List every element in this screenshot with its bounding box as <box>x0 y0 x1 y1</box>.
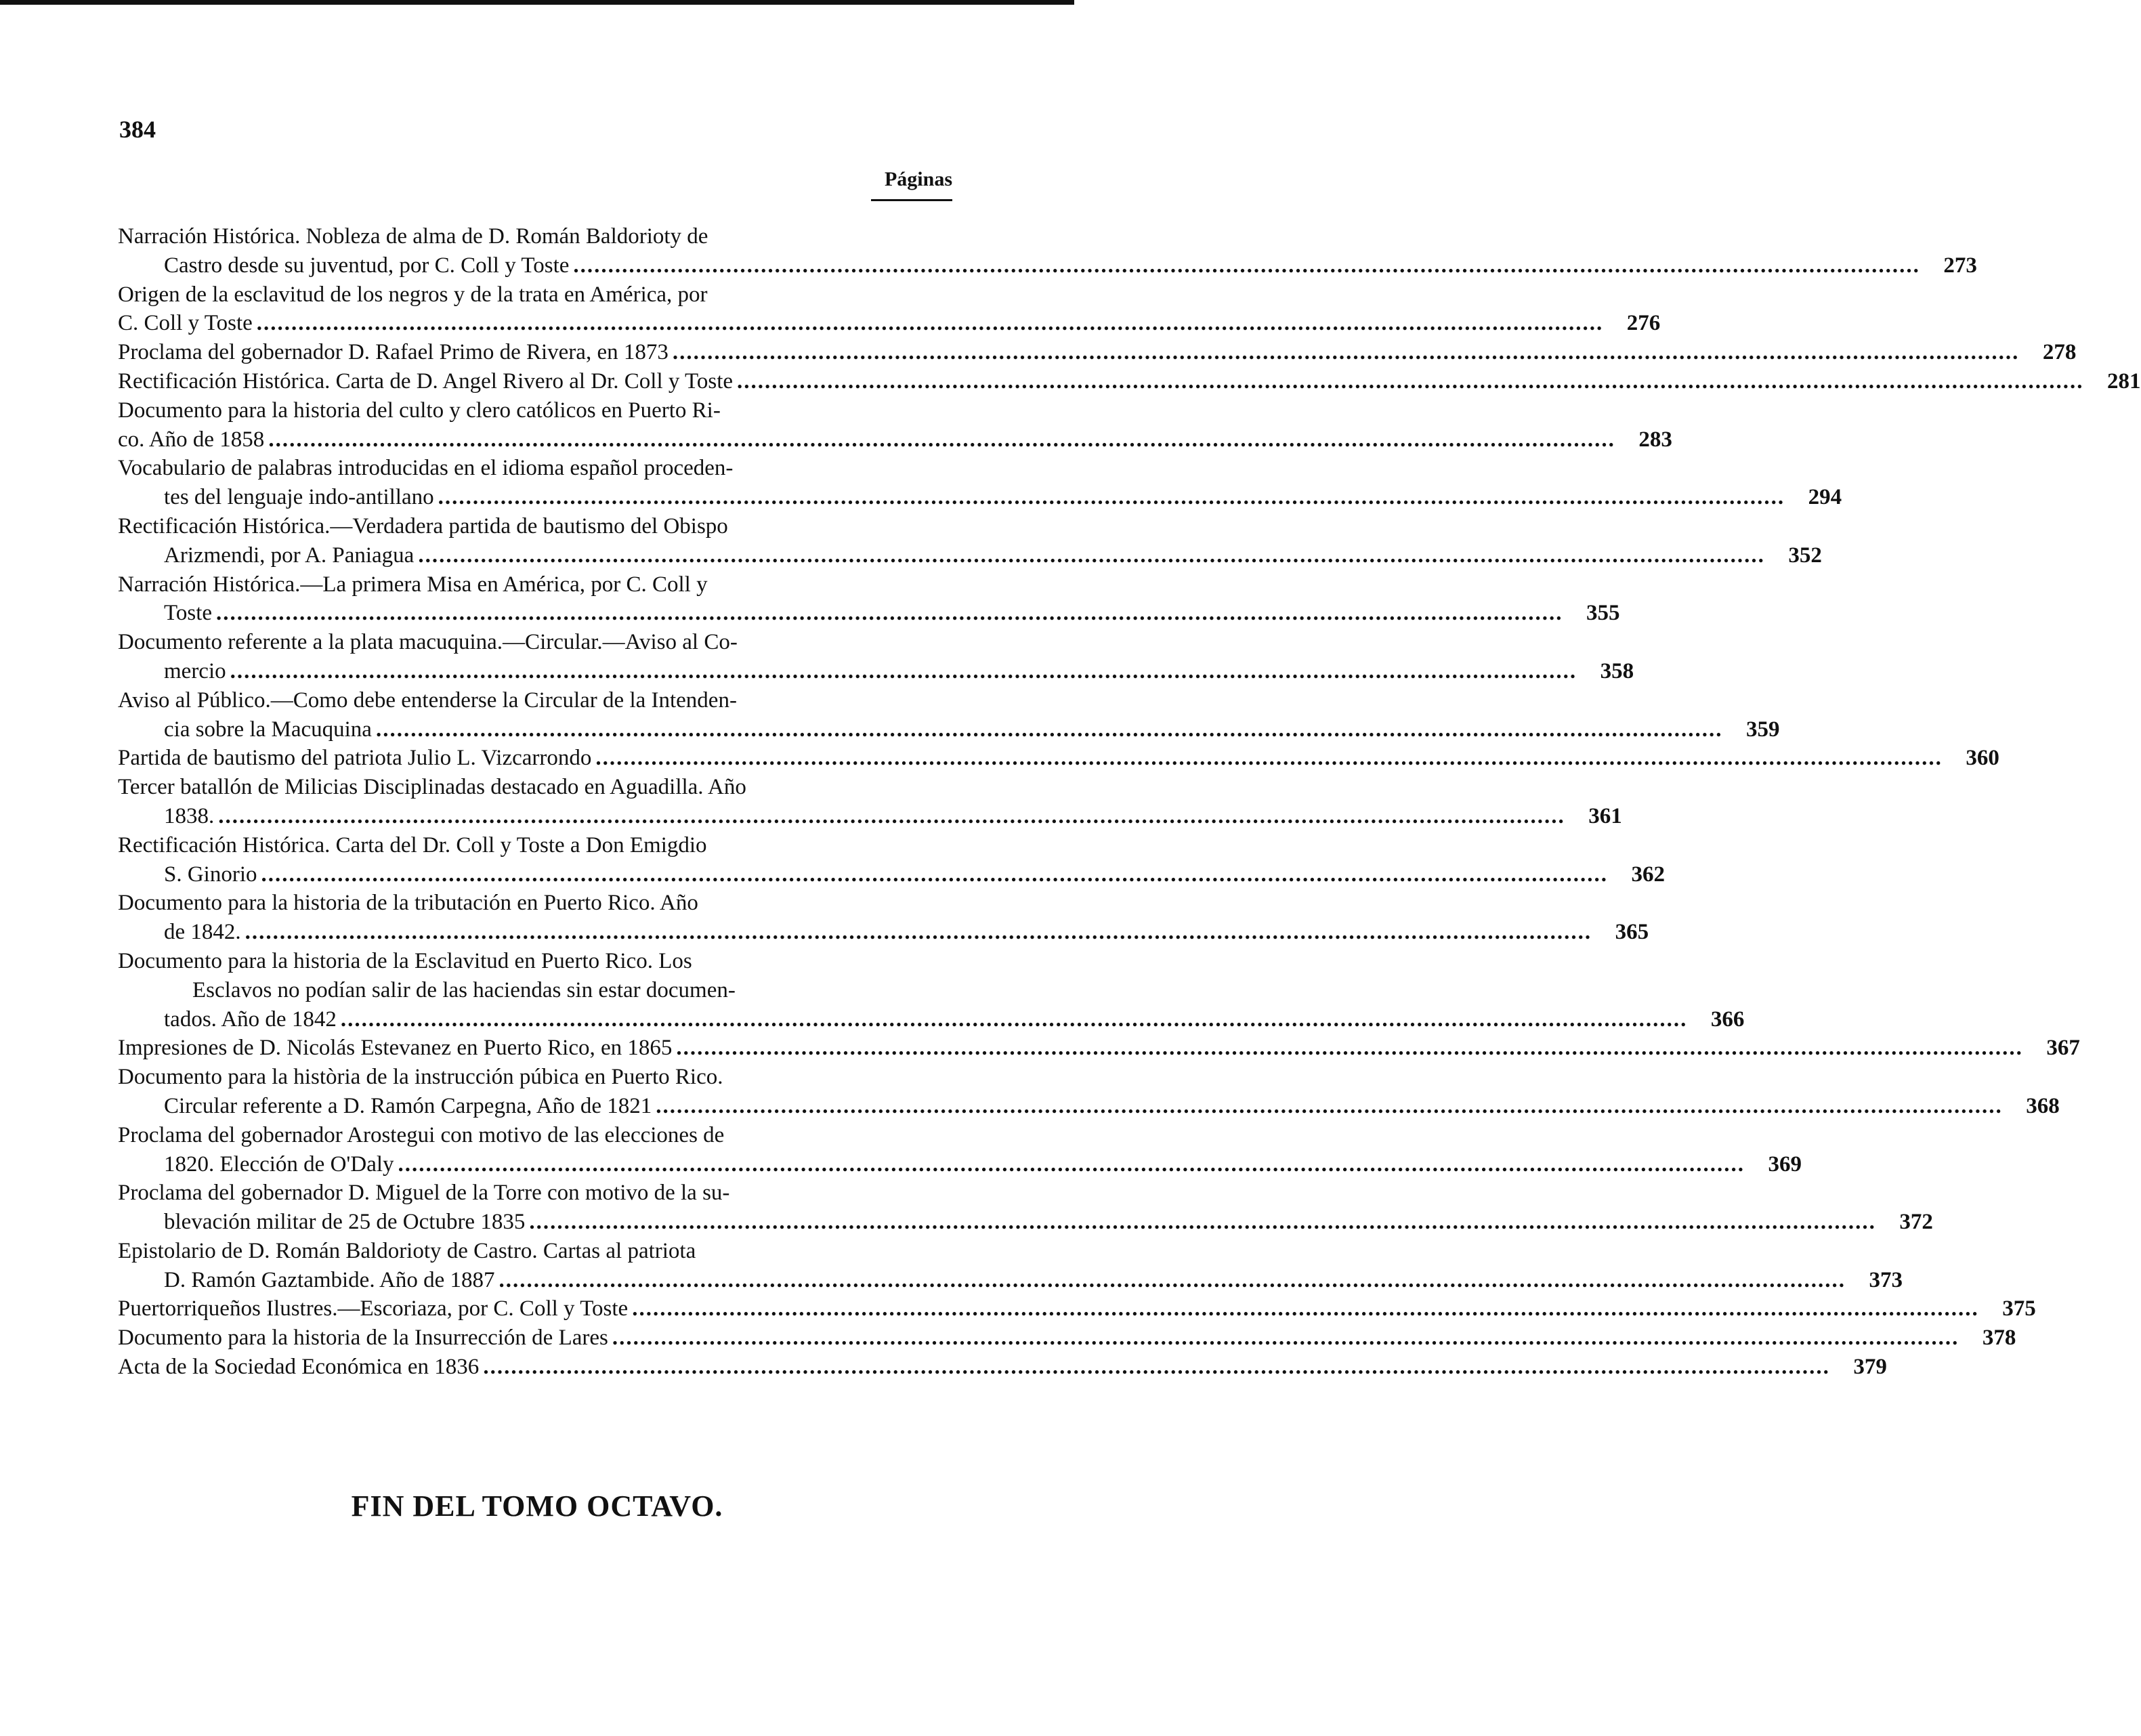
toc-entry-text: Documento referente a la plata macuquina.—Circular.—Aviso al Co- <box>118 630 738 655</box>
toc-entry-line <box>118 251 1977 280</box>
toc-entry-text: Tercer batallón de Milicias Disciplinadas destacado en Aguadilla. Año <box>118 775 746 800</box>
toc-entry-text: Origen de la esclavitud de los negros y de la trata en América, por <box>118 282 708 307</box>
toc-entry-line <box>118 1294 2036 1324</box>
toc-entry-line <box>118 454 952 483</box>
toc-entry-line <box>118 570 952 599</box>
dot-leader <box>595 744 1943 773</box>
toc-entry-text: de 1842. <box>164 920 241 945</box>
top-border-rule <box>0 0 1074 5</box>
dot-leader <box>483 1353 1830 1382</box>
dot-leader <box>612 1324 1959 1353</box>
toc-entry-text: Proclama del gobernador Arostegui con motivo de las elecciones de <box>118 1122 725 1147</box>
toc-page-number: 367 <box>2046 1036 2080 1061</box>
toc-entry-line <box>118 1353 1887 1382</box>
toc-entry-line <box>118 1324 2016 1353</box>
dot-leader <box>438 483 1785 512</box>
toc-page-number: 359 <box>1745 717 1780 742</box>
toc-page-number: 372 <box>1899 1210 1933 1235</box>
toc-entry-text: Documento para la historia de la Esclavitud en Puerto Rico. Los <box>118 948 692 973</box>
dot-leader <box>632 1294 1979 1324</box>
toc-entry-line <box>118 715 1780 744</box>
dot-leader <box>216 599 1563 628</box>
toc-entry-text: Rectificación Histórica. Carta del Dr. Coll y Toste a Don Emigdio <box>118 832 707 858</box>
toc-entry-text: tes del lenguaje indo-antillano <box>164 485 434 510</box>
toc-entry-line <box>118 860 1666 889</box>
dot-leader <box>499 1266 1846 1295</box>
toc-entry-line <box>118 599 1620 628</box>
toc-entry <box>118 454 1842 512</box>
dot-leader <box>573 251 1920 280</box>
toc-entry-line <box>118 1121 952 1150</box>
toc-entry-text: tados. Año de 1842 <box>164 1007 337 1032</box>
toc-page-number: 283 <box>1638 427 1672 452</box>
toc-entry-line <box>118 1034 2080 1063</box>
toc-entry-text: Puertorriqueños Ilustres.—Escoriaza, por C. Coll y Toste <box>118 1296 629 1321</box>
toc-entry-line <box>118 541 1822 570</box>
toc-entry <box>118 1237 1903 1295</box>
toc-page-number: 294 <box>1808 485 1842 510</box>
toc-entry-text: 1820. Elección de O'Daly <box>164 1151 394 1177</box>
dot-leader <box>529 1208 1876 1237</box>
toc-entry-text: blevación militar de 25 de Octubre 1835 <box>164 1210 526 1235</box>
toc-page-number: 378 <box>1982 1326 2016 1351</box>
toc-entry-text: cia sobre la Macuquina <box>164 717 372 742</box>
toc-entry-text: Acta de la Sociedad Económica en 1836 <box>118 1355 480 1380</box>
toc-page-number: 273 <box>1943 253 1977 278</box>
toc-entry-text: Esclavos no podían salir de las haciendas sin estar documen- <box>192 977 736 1002</box>
toc-entry-text: Documento para la història de la instrucción púbica en Puerto Rico. <box>118 1065 723 1090</box>
toc-entry-line <box>118 280 952 310</box>
toc-entry-text: Narración Histórica.—La primera Misa en América, por C. Coll y <box>118 572 708 597</box>
toc-entry <box>118 1063 2060 1121</box>
dot-leader <box>245 918 1592 947</box>
toc-entry-line <box>118 1208 1933 1237</box>
toc-entry-line <box>118 773 952 802</box>
toc-entry-line <box>118 657 1634 686</box>
toc-entry <box>118 628 1634 686</box>
toc-entry <box>118 570 1620 629</box>
toc-entry-line <box>118 889 952 918</box>
toc-entry-text: Rectificación Histórica. Carta de D. Angel Rivero al Dr. Coll y Toste <box>118 368 734 394</box>
toc-entry <box>118 280 1661 339</box>
toc-entry-text: Epistolario de D. Román Baldorioty de Castro. Cartas al patriota <box>118 1238 696 1263</box>
toc-entry-text: D. Ramón Gaztambide. Año de 1887 <box>164 1267 495 1292</box>
toc-entry <box>118 744 1999 773</box>
table-of-contents <box>118 222 2141 1382</box>
toc-entry-line <box>118 367 2141 396</box>
toc-entry <box>118 367 2141 396</box>
toc-entry <box>118 396 1672 454</box>
toc-page-number: 373 <box>1869 1267 1903 1292</box>
toc-entry-line <box>118 947 952 976</box>
toc-page-number: 362 <box>1631 862 1666 887</box>
toc-entry-line <box>118 1179 952 1208</box>
toc-entry-line <box>118 222 952 251</box>
toc-entry-text: Partida de bautismo del patriota Julio L. Vizcarrondo <box>118 746 592 771</box>
toc-entry-line <box>118 1266 1903 1295</box>
toc-entry-line <box>118 1063 952 1092</box>
dot-leader <box>737 367 2084 396</box>
toc-entry <box>118 1353 1887 1382</box>
end-of-volume-title: FIN DEL TOMO OCTAVO. <box>351 1489 723 1523</box>
toc-entry-text: Castro desde su juventud, por C. Coll y Toste <box>164 253 570 278</box>
dot-leader <box>673 338 2020 367</box>
toc-page-number: 379 <box>1853 1355 1887 1380</box>
toc-entry <box>118 1294 2036 1324</box>
dot-leader <box>418 541 1765 570</box>
toc-entry-line <box>118 1150 1802 1179</box>
dot-leader <box>268 425 1615 454</box>
toc-entry-line <box>118 744 1999 773</box>
toc-entry-text: Proclama del gobernador D. Rafael Primo de Rivera, en 1873 <box>118 340 669 365</box>
toc-entry-text: Impresiones de D. Nicolás Estevanez en Puerto Rico, en 1865 <box>118 1036 673 1061</box>
dot-leader <box>261 860 1609 889</box>
toc-page-number: 281 <box>2107 368 2141 394</box>
toc-entry-line <box>118 1005 1745 1034</box>
toc-entry-text: mercio <box>164 658 226 683</box>
dot-leader <box>376 715 1723 744</box>
toc-entry-line <box>118 1237 952 1266</box>
toc-entry-text: C. Coll y Toste <box>118 311 253 336</box>
toc-entry-text: Vocabulario de palabras introducidas en el idioma español proceden- <box>118 456 734 481</box>
toc-page-number: 355 <box>1586 601 1620 626</box>
toc-entry-line <box>118 309 1661 338</box>
toc-page-number: 369 <box>1768 1151 1802 1177</box>
toc-entry-line <box>118 425 1672 454</box>
toc-page-number: 365 <box>1615 920 1649 945</box>
toc-page-number: 375 <box>2002 1296 2036 1321</box>
toc-page-number: 361 <box>1588 803 1622 828</box>
toc-page-number: 358 <box>1600 658 1634 683</box>
toc-entry-line <box>118 1092 2060 1121</box>
toc-entry-line <box>118 396 952 425</box>
toc-entry-text: Proclama del gobernador D. Miguel de la Torre con motivo de la su- <box>118 1181 730 1206</box>
toc-entry-text: Rectificación Histórica.—Verdadera partida de bautismo del Obispo <box>118 513 728 538</box>
toc-entry-line <box>118 831 952 860</box>
toc-entry-text: Circular referente a D. Ramón Carpegna, Año de 1821 <box>164 1093 652 1118</box>
toc-entry-line <box>118 918 1649 947</box>
toc-entry-text: Aviso al Público.—Como debe entenderse la Circular de la Intenden- <box>118 687 737 713</box>
pages-column-rule <box>871 199 952 201</box>
dot-leader <box>341 1005 1688 1034</box>
dot-leader <box>656 1092 2003 1121</box>
toc-entry <box>118 1179 1933 1237</box>
toc-entry-line <box>118 802 1622 831</box>
toc-entry-text: Narración Histórica. Nobleza de alma de D. Román Baldorioty de <box>118 224 708 249</box>
pages-column-label: Páginas <box>884 168 952 190</box>
toc-entry <box>118 1034 2080 1063</box>
toc-entry <box>118 512 1822 570</box>
toc-entry-text: S. Ginorio <box>164 862 257 887</box>
toc-page-number: 368 <box>2026 1093 2060 1118</box>
dot-leader <box>230 657 1577 686</box>
dot-leader <box>218 802 1565 831</box>
toc-entry-text: Documento para la historia de la Insurrección de Lares <box>118 1326 608 1351</box>
toc-page-number: 366 <box>1710 1007 1745 1032</box>
toc-entry <box>118 1324 2016 1353</box>
dot-leader <box>398 1150 1745 1179</box>
toc-entry <box>118 947 1745 1034</box>
toc-entry-line <box>118 686 952 715</box>
toc-entry-line <box>118 628 952 657</box>
toc-entry <box>118 831 1666 889</box>
toc-page-number: 276 <box>1626 311 1661 336</box>
toc-entry-text: Documento para la historia de la tributación en Puerto Rico. Año <box>118 891 698 916</box>
toc-entry-line <box>118 976 952 1005</box>
toc-entry <box>118 222 1977 280</box>
toc-entry-text: Arizmendi, por A. Paniagua <box>164 543 415 568</box>
toc-entry-text: co. Año de 1858 <box>118 427 265 452</box>
toc-page-number: 278 <box>2042 340 2077 365</box>
toc-entry-text: Documento para la historia del culto y clero católicos en Puerto Ri- <box>118 398 721 423</box>
dot-leader <box>676 1034 2023 1063</box>
toc-entry <box>118 773 1622 831</box>
toc-entry <box>118 1121 1802 1179</box>
toc-entry-text: Toste <box>164 601 213 626</box>
toc-entry-line <box>118 512 952 541</box>
toc-entry <box>118 889 1649 947</box>
toc-page-number: 360 <box>1966 746 1999 771</box>
page-number: 384 <box>119 116 156 143</box>
toc-page-number: 352 <box>1788 543 1822 568</box>
toc-entry <box>118 338 2077 367</box>
toc-entry-text: 1838. <box>164 803 215 828</box>
toc-entry-line <box>118 338 2077 367</box>
toc-entry-line <box>118 483 1842 512</box>
dot-leader <box>257 309 1604 338</box>
toc-entry <box>118 686 1780 744</box>
